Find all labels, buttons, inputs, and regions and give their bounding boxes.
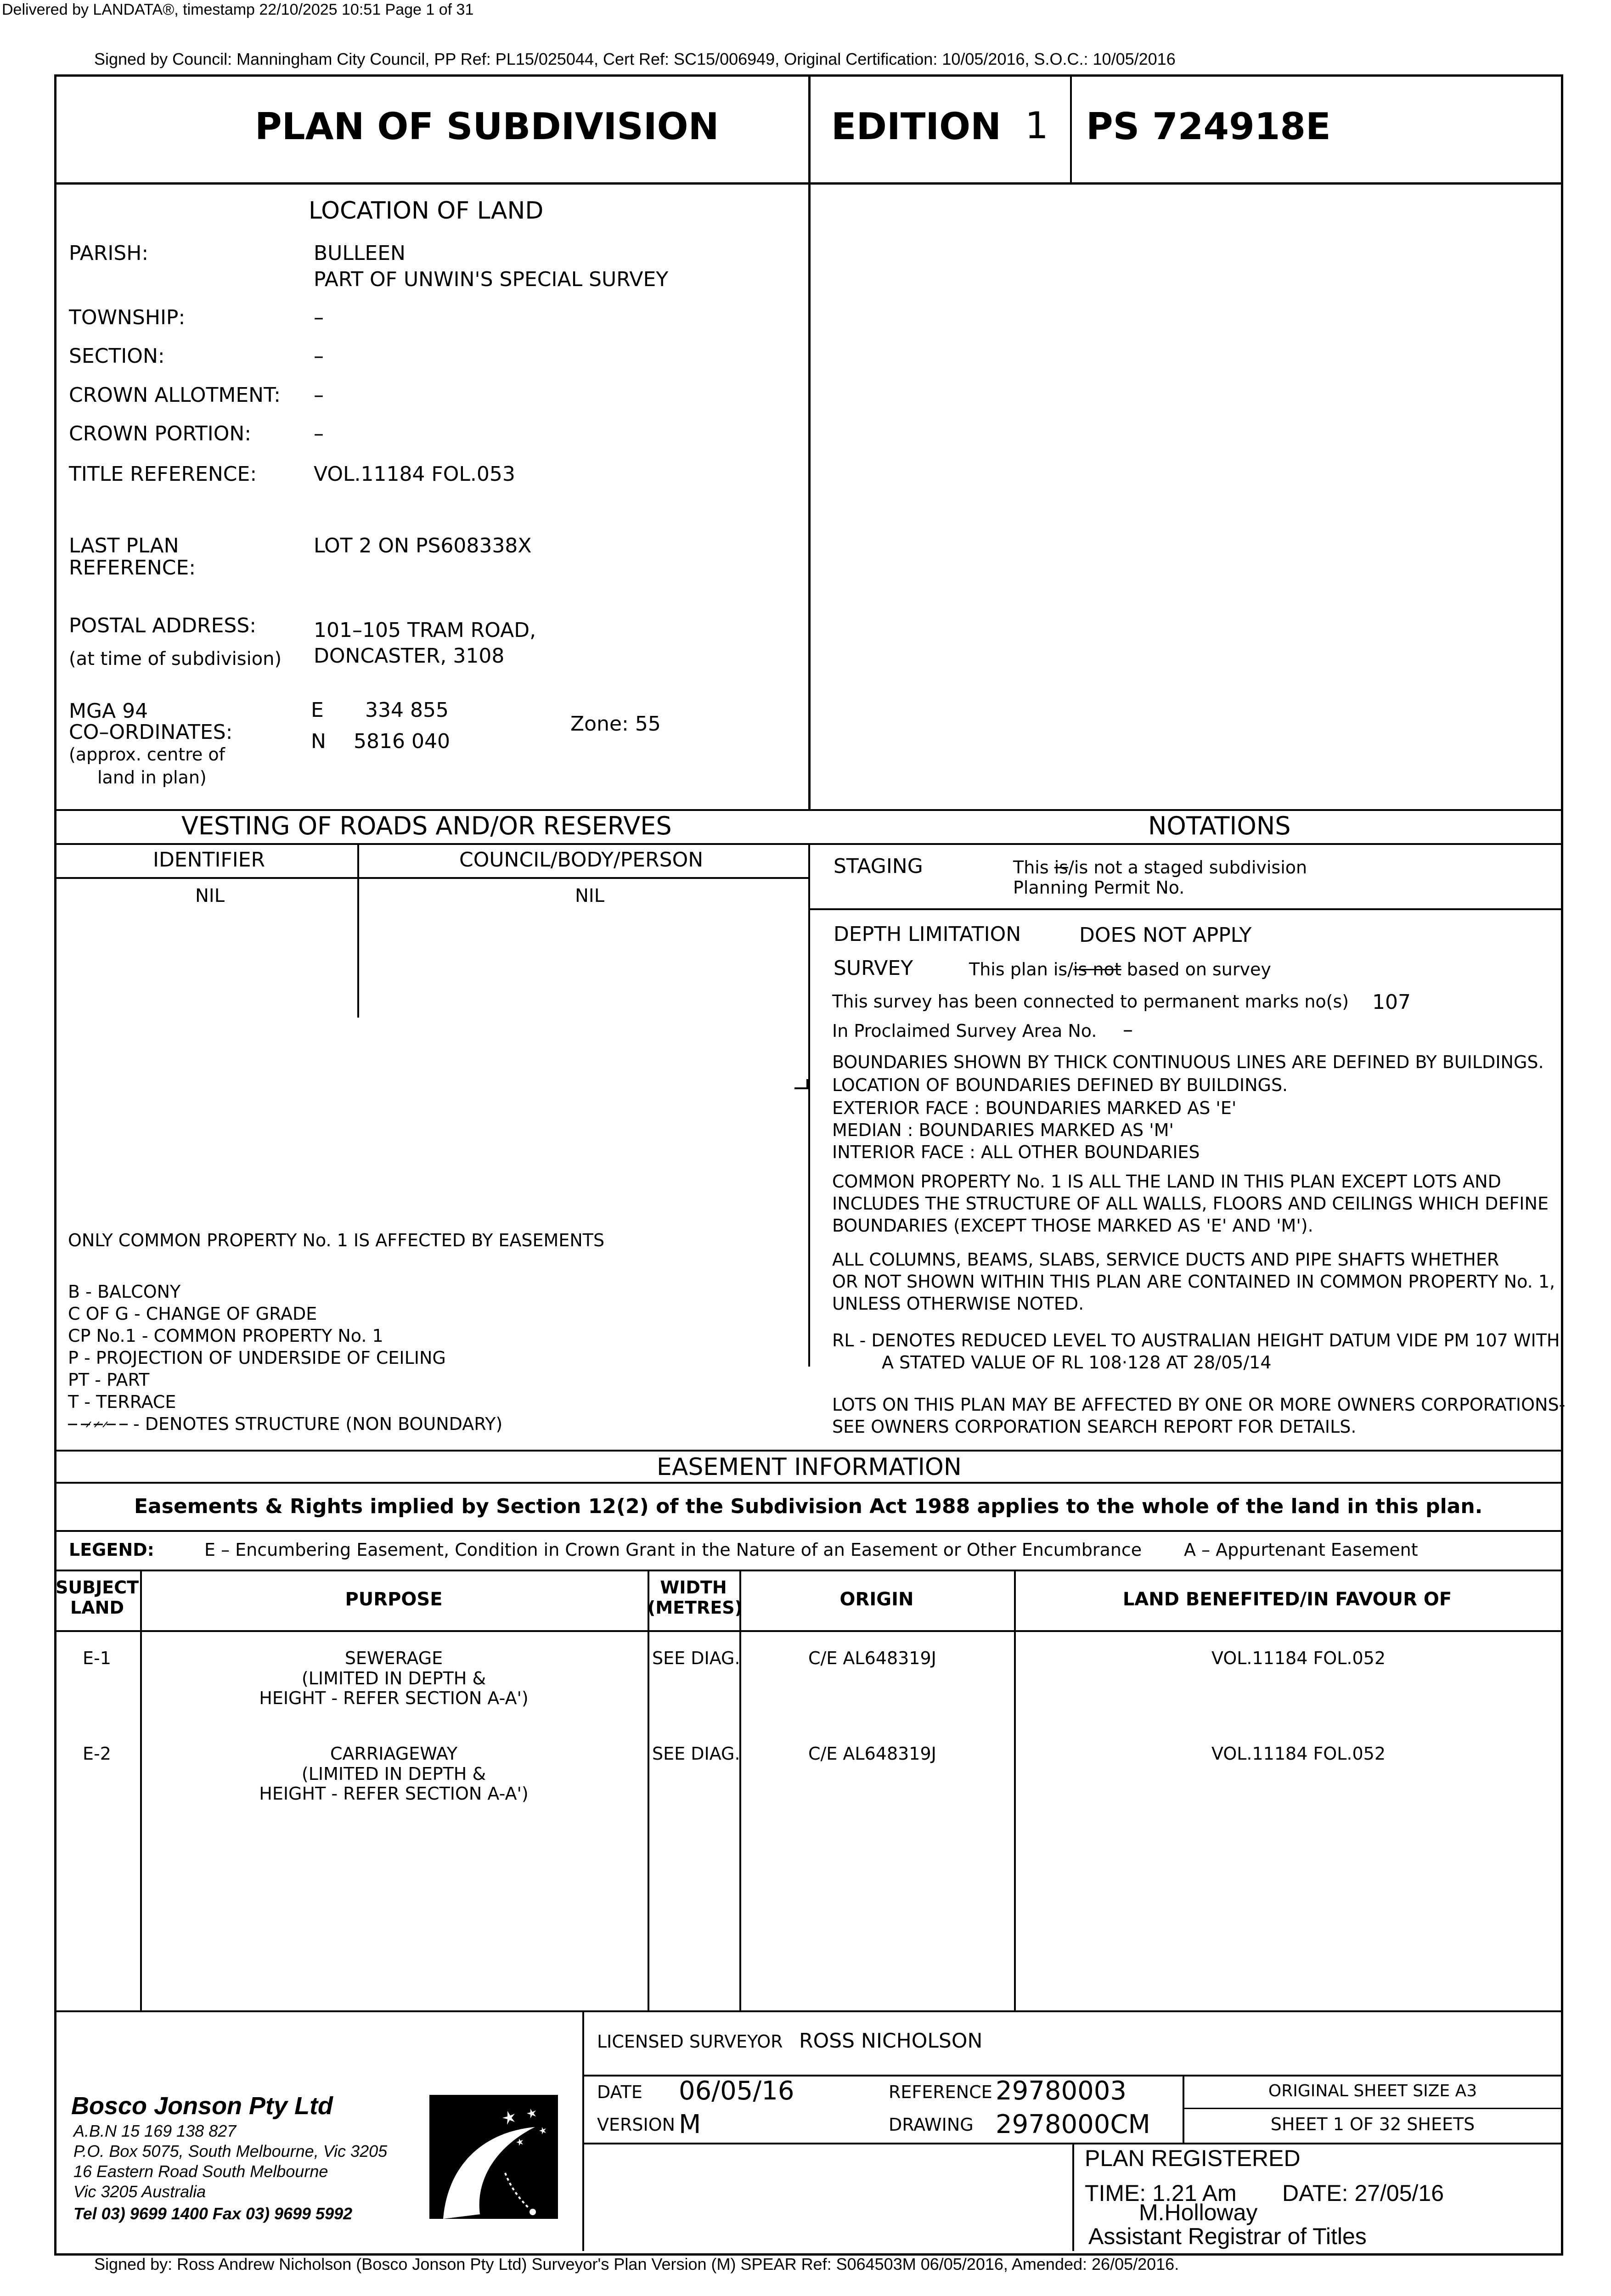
township-value: – — [314, 306, 324, 329]
company-logo — [429, 2095, 558, 2219]
section-label: SECTION: — [69, 344, 165, 368]
crown-allotment-label: CROWN ALLOTMENT: — [69, 383, 281, 407]
location-heading: LOCATION OF LAND — [309, 197, 544, 225]
easement-row-1-origin: C/E AL648319J — [808, 1648, 936, 1668]
boundaries-line-1: BOUNDARIES SHOWN BY THICK CONTINUOUS LINES ARE DEFINED BY BUILDINGS. — [832, 1052, 1544, 1072]
boundaries-line-5: INTERIOR FACE : ALL OTHER BOUNDARIES — [832, 1142, 1200, 1162]
last-plan-label: LAST PLAN — [69, 534, 179, 557]
depth-limitation-label: DEPTH LIMITATION — [834, 923, 1021, 946]
abbrev-change-of-grade: C OF G - CHANGE OF GRADE — [68, 1304, 317, 1324]
company-abn: A.B.N 15 169 138 827 — [73, 2122, 237, 2140]
easement-row-1-subject: E-1 — [83, 1648, 111, 1668]
depth-limitation-value: DOES NOT APPLY — [1079, 923, 1252, 947]
licensed-surveyor-value: ROSS NICHOLSON — [799, 2029, 983, 2053]
reference-value: 29780003 — [996, 2076, 1127, 2106]
lots-line-2: SEE OWNERS CORPORATION SEARCH REPORT FOR DETAILS. — [832, 1417, 1357, 1437]
plan-title: PLAN OF SUBDIVISION — [255, 105, 719, 148]
drawing-label: DRAWING — [889, 2115, 974, 2135]
easement-row-1-purpose: SEWERAGE (LIMITED IN DEPTH & HEIGHT - REFER SECTION A-A') — [259, 1648, 529, 1709]
easting-label: E — [311, 698, 324, 722]
company-po-box: P.O. Box 5075, South Melbourne, Vic 3205 — [73, 2142, 388, 2161]
common-property-line-1: COMMON PROPERTY No. 1 IS ALL THE LAND IN THIS PLAN EXCEPT LOTS AND — [832, 1171, 1501, 1192]
easement-row-2-origin: C/E AL648319J — [808, 1744, 936, 1764]
easting-value: 334 855 — [365, 698, 449, 722]
staging-label: STAGING — [834, 855, 923, 878]
easement-affected-note: ONLY COMMON PROPERTY No. 1 IS AFFECTED BY EASEMENTS — [68, 1230, 605, 1250]
parish-label: PARISH: — [69, 242, 149, 265]
permanent-marks-value: 107 — [1372, 990, 1411, 1014]
date-label: DATE — [597, 2082, 642, 2102]
structure-note: - DENOTES STRUCTURE (NON BOUNDARY) — [133, 1414, 503, 1434]
abbrev-terrace: T - TERRACE — [68, 1392, 176, 1412]
survey-corner-mark — [794, 1079, 808, 1089]
company-city: Vic 3205 Australia — [73, 2182, 206, 2201]
boundaries-line-4: MEDIAN : BOUNDARIES MARKED AS 'M' — [832, 1120, 1174, 1140]
abbrev-balcony: B - BALCONY — [68, 1282, 181, 1302]
plan-number: PS 724918E — [1086, 105, 1331, 148]
easement-row-2-subject: E-2 — [83, 1744, 111, 1764]
easement-row-1-benefit: VOL.11184 FOL.052 — [1211, 1648, 1386, 1668]
col-purpose: PURPOSE — [345, 1589, 443, 1610]
permanent-marks: This survey has been connected to permanent marks no(s) — [832, 991, 1349, 1012]
crown-portion-value: – — [314, 422, 324, 445]
col-council-body-person: COUNCIL/BODY/PERSON — [459, 848, 704, 872]
version-label: VERSION — [597, 2115, 676, 2135]
mga-label: MGA 94 — [69, 699, 148, 723]
surveyor-signature-line: Signed by: Ross Andrew Nicholson (Bosco Jonson Pty Ltd) Surveyor's Plan Version (M) SPEAR Ref: S064503M 06/05/2016, Amended: 26/05/2016. — [94, 2255, 1179, 2273]
vesting-identifier: NIL — [195, 885, 225, 906]
registrar-name: M.Holloway — [1139, 2200, 1258, 2225]
postal-address-label: POSTAL ADDRESS: — [69, 614, 257, 637]
easement-implied-text: Easements & Rights implied by Section 12(2) of the Subdivision Act 1988 applies to the whole of the land in this plan. — [134, 1495, 1483, 1518]
col-origin: ORIGIN — [839, 1589, 914, 1610]
proclaimed-area: In Proclaimed Survey Area No. — [832, 1021, 1097, 1041]
zone: Zone: 55 — [570, 712, 661, 736]
easement-row-1-width: SEE DIAG. — [652, 1648, 740, 1668]
col-identifier: IDENTIFIER — [153, 848, 265, 872]
rl-line-1: RL - DENOTES REDUCED LEVEL TO AUSTRALIAN HEIGHT DATUM VIDE PM 107 WITH — [832, 1330, 1560, 1351]
sheet-count: SHEET 1 OF 32 SHEETS — [1270, 2114, 1475, 2134]
easement-row-2-purpose: CARRIAGEWAY (LIMITED IN DEPTH & HEIGHT - REFER SECTION A-A') — [259, 1744, 529, 1804]
columns-line-3: UNLESS OTHERWISE NOTED. — [832, 1294, 1084, 1314]
northing-label: N — [311, 730, 326, 753]
legend-encumbering: E – Encumbering Easement, Condition in Crown Grant in the Nature of an Easement or Other Encumbrance — [204, 1540, 1142, 1560]
postal-address-1: 101–105 TRAM ROAD, — [314, 619, 536, 642]
postal-address-sub: (at time of subdivision) — [69, 648, 282, 670]
columns-line-2: OR NOT SHOWN WITHIN THIS PLAN ARE CONTAINED IN COMMON PROPERTY No. 1, — [832, 1272, 1555, 1292]
easement-heading: EASEMENT INFORMATION — [657, 1453, 962, 1481]
township-label: TOWNSHIP: — [69, 306, 186, 329]
last-plan-label-2: REFERENCE: — [69, 556, 196, 580]
legend-appurtenant: A – Appurtenant Easement — [1184, 1540, 1418, 1560]
registration-time: TIME: 1.21 Am — [1085, 2180, 1237, 2206]
licensed-surveyor-label: LICENSED SURVEYOR — [597, 2032, 783, 2052]
title-reference-label: TITLE REFERENCE: — [69, 462, 257, 486]
crown-portion-label: CROWN PORTION: — [69, 422, 252, 445]
company-street: 16 Eastern Road South Melbourne — [73, 2162, 328, 2181]
columns-line-1: ALL COLUMNS, BEAMS, SLABS, SERVICE DUCTS AND PIPE SHAFTS WHETHER — [832, 1249, 1499, 1270]
coordinates-sub: (approx. centre of — [69, 744, 225, 765]
legend-label: LEGEND: — [69, 1540, 154, 1560]
drawing-value: 2978000CM — [996, 2110, 1150, 2139]
planning-permit: Planning Permit No. — [1013, 878, 1185, 898]
common-property-line-2: INCLUDES THE STRUCTURE OF ALL WALLS, FLOORS AND CEILINGS WHICH DEFINE — [832, 1193, 1549, 1214]
col-subject-land: SUBJECT LAND — [55, 1577, 139, 1618]
northing-value: 5816 040 — [354, 730, 450, 753]
survey-label: SURVEY — [834, 957, 913, 980]
rl-line-2: A STATED VALUE OF RL 108·128 AT 28/05/14 — [882, 1352, 1272, 1373]
structure-line-symbol — [68, 1419, 128, 1430]
edition-value: 1 — [1025, 104, 1048, 147]
registrar-title: Assistant Registrar of Titles — [1088, 2223, 1367, 2249]
edition-label: EDITION — [831, 105, 1002, 148]
parish-value-2: PART OF UNWIN'S SPECIAL SURVEY — [314, 268, 669, 291]
registration-date: DATE: 27/05/16 — [1282, 2180, 1444, 2206]
notations-heading: NOTATIONS — [1148, 811, 1291, 840]
version-value: M — [679, 2110, 701, 2139]
postal-address-2: DONCASTER, 3108 — [314, 644, 505, 668]
section-value: – — [314, 344, 324, 368]
coordinates-sub-2: land in plan) — [97, 767, 207, 788]
boundaries-line-3: EXTERIOR FACE : BOUNDARIES MARKED AS 'E' — [832, 1098, 1237, 1118]
plan-registered: PLAN REGISTERED — [1085, 2145, 1301, 2171]
last-plan-value: LOT 2 ON PS608338X — [314, 534, 532, 557]
abbrev-part: PT - PART — [68, 1370, 150, 1390]
reference-label: REFERENCE — [889, 2082, 992, 2102]
staging-text: This is/is not a staged subdivision — [1013, 857, 1307, 878]
company-name: Bosco Jonson Pty Ltd — [71, 2092, 333, 2120]
lots-line-1: LOTS ON THIS PLAN MAY BE AFFECTED BY ONE OR MORE OWNERS CORPORATIONS- — [832, 1395, 1566, 1415]
abbrev-common-property: CP No.1 - COMMON PROPERTY No. 1 — [68, 1326, 383, 1346]
survey-text: This plan is/is not based on survey — [969, 959, 1271, 979]
proclaimed-area-value: – — [1123, 1018, 1133, 1041]
parish-value: BULLEEN — [314, 242, 406, 265]
abbrev-projection: P - PROJECTION OF UNDERSIDE OF CEILING — [68, 1348, 446, 1368]
easement-row-2-width: SEE DIAG. — [652, 1744, 740, 1764]
council-signature-line: Signed by Council: Manningham City Council, PP Ref: PL15/025044, Cert Ref: SC15/006949, Original Certification: 10/05/2016, S.O.C.: 10/05/2016 — [94, 50, 1176, 68]
vesting-council: NIL — [575, 885, 605, 906]
company-phone: Tel 03) 9699 1400 Fax 03) 9699 5992 — [73, 2204, 353, 2223]
vesting-heading: VESTING OF ROADS AND/OR RESERVES — [181, 811, 672, 840]
title-reference-value: VOL.11184 FOL.053 — [314, 462, 515, 486]
coordinates-label: CO–ORDINATES: — [69, 720, 233, 744]
crown-allotment-value: – — [314, 383, 324, 407]
original-sheet-size: ORIGINAL SHEET SIZE A3 — [1268, 2082, 1477, 2100]
date-value: 06/05/16 — [679, 2076, 794, 2106]
col-land-benefited: LAND BENEFITED/IN FAVOUR OF — [1122, 1589, 1452, 1610]
delivery-line: Delivered by LANDATA®, timestamp 22/10/2025 10:51 Page 1 of 31 — [2, 1, 474, 18]
easement-row-2-benefit: VOL.11184 FOL.052 — [1211, 1744, 1386, 1764]
common-property-line-3: BOUNDARIES (EXCEPT THOSE MARKED AS 'E' AND 'M'). — [832, 1216, 1313, 1236]
boundaries-line-2: LOCATION OF BOUNDARIES DEFINED BY BUILDINGS. — [832, 1075, 1288, 1095]
col-width: WIDTH (METRES) — [648, 1577, 743, 1618]
